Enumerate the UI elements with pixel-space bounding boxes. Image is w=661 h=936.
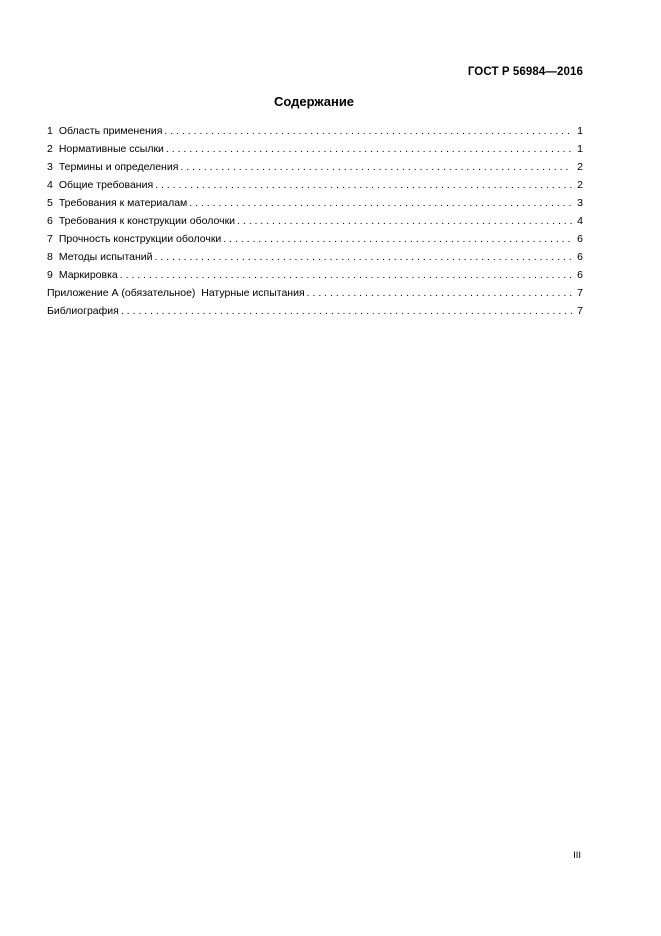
toc-entry-label: Маркировка — [58, 269, 118, 281]
document-code: ГОСТ Р 56984—2016 — [467, 66, 583, 78]
toc-entry-label: Приложение А (обязательное) Натурные испытания — [47, 287, 305, 299]
toc-leader-dots — [189, 194, 572, 212]
toc-entry-label: Прочность конструкции оболочки — [58, 233, 222, 245]
toc-entry-number: 5 — [47, 197, 53, 209]
toc-entry-label: Область применения — [58, 125, 163, 137]
toc-entry-number: 4 — [47, 179, 53, 191]
table-of-contents — [47, 122, 583, 320]
toc-entry-page: 4 — [577, 215, 583, 227]
toc-leader-dots — [120, 266, 572, 284]
toc-leader-dots — [155, 248, 573, 266]
toc-entry-marking[interactable] — [47, 266, 583, 284]
toc-entry-page: 1 — [577, 143, 583, 155]
toc-leader-dots — [223, 230, 572, 248]
toc-entry-number: 1 — [47, 125, 53, 137]
toc-entry-label: Общие требования — [58, 179, 154, 191]
toc-entry-label: Требования к конструкции оболочки — [58, 215, 236, 227]
toc-entry-material-requirements[interactable] — [47, 194, 583, 212]
toc-entry-page: 1 — [577, 125, 583, 137]
toc-leader-dots — [166, 140, 572, 158]
toc-entry-appendix-a[interactable] — [47, 284, 583, 302]
toc-entry-number: 8 — [47, 251, 53, 263]
toc-entry-page: 2 — [577, 179, 583, 191]
toc-leader-dots — [121, 302, 572, 320]
toc-entry-bibliography[interactable] — [47, 302, 583, 320]
toc-entry-label: Методы испытаний — [58, 251, 153, 263]
toc-entry-number: 2 — [47, 143, 53, 155]
toc-entry-page: 6 — [577, 251, 583, 263]
toc-leader-dots — [237, 212, 572, 230]
toc-entry-page: 2 — [577, 161, 583, 173]
toc-entry-terms-definitions[interactable] — [47, 158, 583, 176]
toc-entry-page: 6 — [577, 269, 583, 281]
toc-entry-shell-strength[interactable] — [47, 230, 583, 248]
page-number: III — [573, 850, 581, 861]
toc-entry-label: Нормативные ссылки — [58, 143, 164, 155]
toc-entry-number: 7 — [47, 233, 53, 245]
toc-entry-label: Требования к материалам — [58, 197, 188, 209]
toc-entry-test-methods[interactable] — [47, 248, 583, 266]
toc-entry-label: Библиография — [47, 305, 119, 317]
toc-entry-scope[interactable] — [47, 122, 583, 140]
toc-title: Содержание — [273, 94, 355, 109]
toc-entry-page: 3 — [577, 197, 583, 209]
toc-entry-label: Термины и определения — [58, 161, 179, 173]
toc-leader-dots — [164, 122, 572, 140]
toc-entry-shell-design-requirements[interactable] — [47, 212, 583, 230]
toc-leader-dots — [307, 284, 572, 302]
toc-entry-number: 3 — [47, 161, 53, 173]
toc-leader-dots — [180, 158, 572, 176]
toc-leader-dots — [155, 176, 572, 194]
toc-entry-page: 6 — [577, 233, 583, 245]
toc-entry-number: 9 — [47, 269, 53, 281]
toc-entry-normative-references[interactable] — [47, 140, 583, 158]
toc-entry-number: 6 — [47, 215, 53, 227]
toc-entry-general-requirements[interactable] — [47, 176, 583, 194]
toc-entry-page: 7 — [577, 287, 583, 299]
toc-entry-page: 7 — [577, 305, 583, 317]
